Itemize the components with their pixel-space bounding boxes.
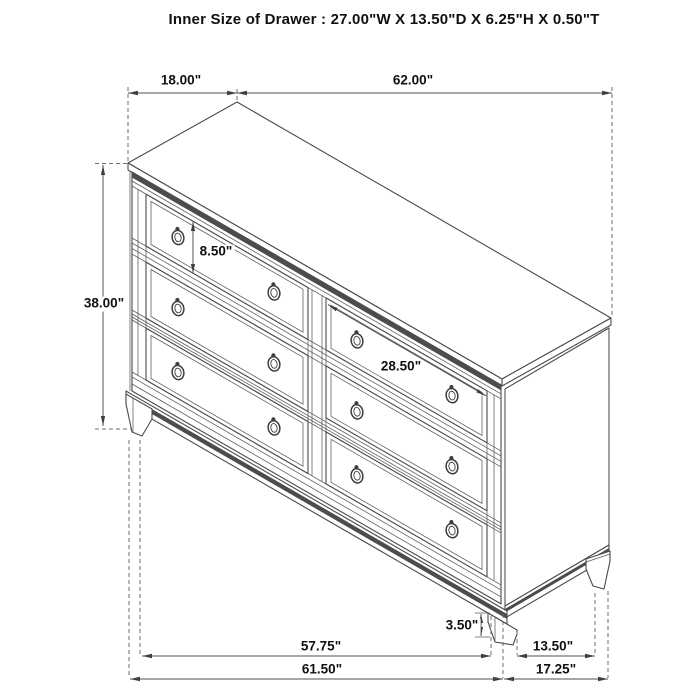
dim-top-width — [237, 91, 612, 95]
dim-label-front-inner-span: 57.75" — [300, 638, 342, 654]
dim-label-drawer-width: 28.50" — [380, 358, 422, 374]
dim-base-front-width — [130, 677, 503, 681]
dim-front-inner-span — [142, 654, 491, 658]
dim-label-foot-height: 3.50" — [445, 617, 479, 633]
page-title: Inner Size of Drawer : 27.00"W X 13.50"D X 6.25"H X 0.50"T — [168, 11, 600, 28]
dim-label-base-front-width: 61.50" — [301, 661, 343, 677]
dim-label-overall-height: 38.00" — [83, 295, 125, 311]
dim-label-drawer-height: 8.50" — [199, 243, 233, 259]
dim-top-depth — [128, 91, 237, 95]
dim-label-top-width: 62.00" — [392, 72, 434, 88]
dim-side-inner-span — [517, 654, 595, 658]
dim-label-base-side-depth: 17.25" — [535, 661, 577, 677]
dim-base-side-depth — [504, 677, 608, 681]
dim-label-top-depth: 18.00" — [160, 72, 202, 88]
dim-label-side-inner-span: 13.50" — [532, 638, 574, 654]
